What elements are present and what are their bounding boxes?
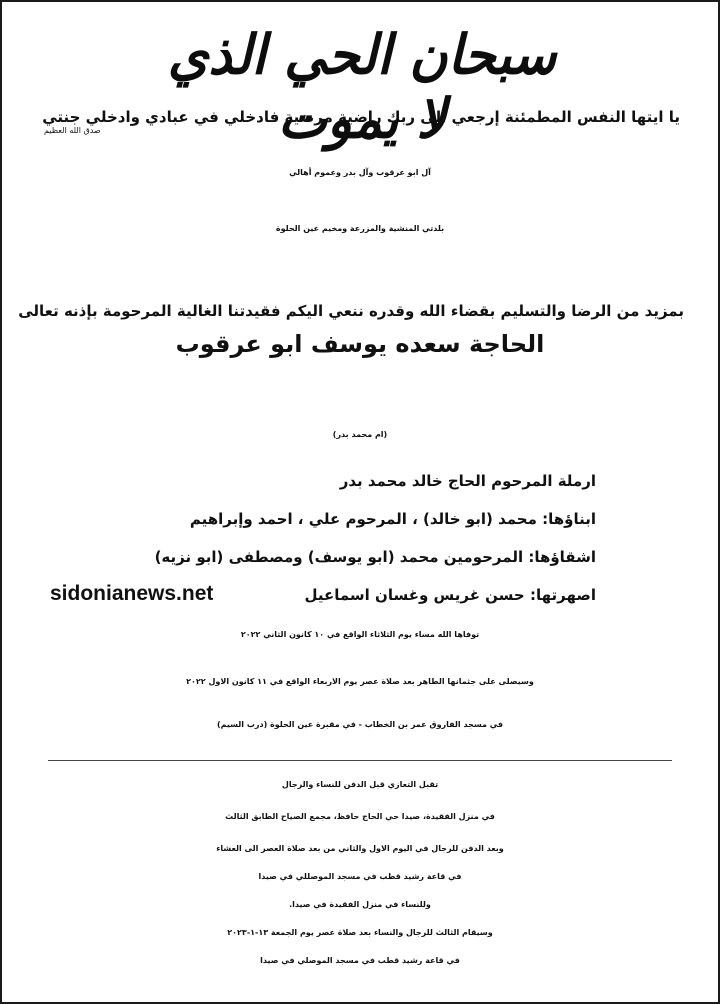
condolence-line-1: تقبل التعازي قبل الدفن للنساء والرجال (281, 780, 439, 789)
death-date-line: توفاها الله مساء يوم الثلاثاء الواقع في ١٠ كانون الثاني ٢٠٢٢ (240, 630, 480, 639)
calligraphy-text: سبحان الحي الذي لا يموت (167, 22, 557, 152)
condolence-line-6: وسيقام الثالث للرجال والنساء بعد صلاة عصر يوم الجمعة ١٣-١-٢٠٢٣ (227, 928, 493, 937)
deceased-nickname: (ام محمد بدر) (332, 430, 388, 439)
condolence-line-5: وللنساء في منزل الفقيدة في صيدا. (289, 900, 431, 909)
deceased-name: الحاجة سعده يوسف ابو عرقوب (175, 330, 545, 358)
condolence-line-7: في قاعة رشيد قطب في مسجد الموصلي في صيدا (260, 956, 460, 965)
relative-sons: ابناؤها: محمد (ابو خالد) ، المرحوم علي ، احمد وإبراهيم (189, 510, 596, 528)
burial-place-line: في مسجد الفاروق عمر بن الخطاب - في مقبرة عين الحلوة (درب السيم) (216, 720, 504, 729)
relative-brothers: اشقاؤها: المرحومين محمد (ابو يوسف) ومصطفى (ابو نزيه) (154, 548, 596, 566)
condolence-line-3: وبعد الدفن للرجال في اليوم الاول والثاني من بعد صلاة العصر الى العشاء (216, 844, 504, 853)
watermark-site: sidonianews.net (50, 582, 214, 605)
condolence-line-2: في منزل الفقيدة، صيدا حي الحاج حافظ، مجمع الصياح الطابق الثالث (225, 812, 495, 821)
relative-sons-in-law: اصهرتها: حسن غريس وغسان اسماعيل (304, 586, 596, 604)
families-line-2: بلدتي المنشية والمزرعة ومخيم عين الحلوة (275, 224, 445, 233)
verse-source: صدق الله العظيم (44, 126, 101, 135)
funeral-prayer-line: وسيصلى على جثمانها الطاهر بعد صلاة عصر يوم الاربعاء الواقع في ١١ كانون الاول ٢٠٢٢ (186, 677, 534, 686)
quran-verse: يا ايتها النفس المطمئنة إرجعي الى ربك راضية مرضية فادخلي في عبادي وادخلي جنتي (42, 108, 680, 126)
families-line-1: آل ابو عرقوب وآل بدر وعموم أهالي (289, 168, 431, 177)
section-divider (48, 760, 672, 761)
announcement: بمزيد من الرضا والتسليم بقضاء الله وقدره ننعي اليكم فقيدتنا الغالية المرحومة بإذنه تعالى (18, 302, 684, 320)
condolence-line-4: في قاعة رشيد قطب في مسجد الموصللي في صيدا (258, 872, 462, 881)
relative-widow: ارملة المرحوم الحاج خالد محمد بدر (339, 472, 596, 490)
